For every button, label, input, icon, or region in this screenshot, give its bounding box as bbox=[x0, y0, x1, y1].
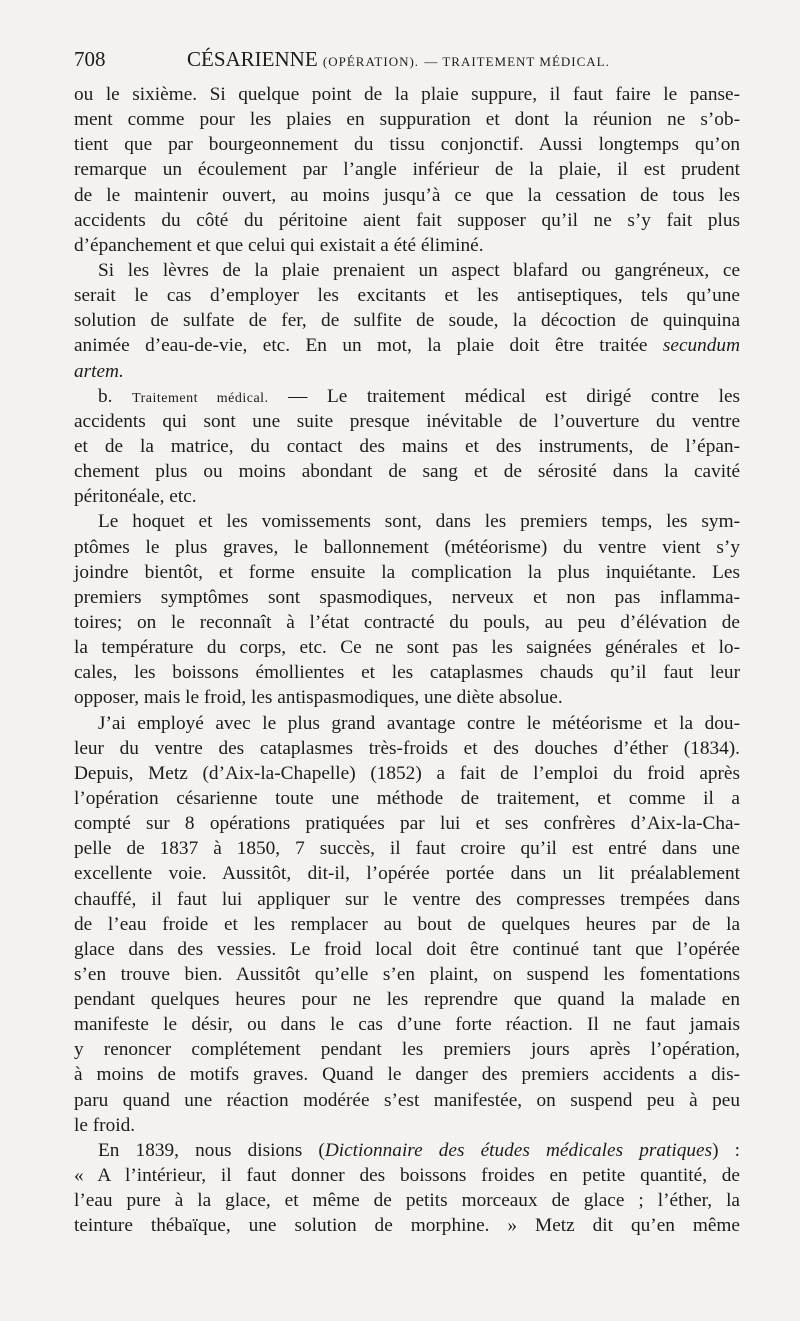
text-line: ment comme pour les plaies en suppuration et dont la réunion ne s’ob- bbox=[74, 109, 740, 131]
text-line: y renoncer complétement pendant les premiers jours après l’opération, bbox=[74, 1039, 740, 1061]
text-line: « A l’intérieur, il faut donner des boissons froides en petite quantité, de bbox=[74, 1165, 740, 1187]
text-line: leur du ventre des cataplasmes très-froids et des douches d’éther (1834). bbox=[74, 737, 740, 759]
text-line: paru quand une réaction modérée s’est manifestée, on suspend peu à peu bbox=[74, 1089, 740, 1111]
text-line: premiers symptômes sont spasmodiques, nerveux et non pas inflamma- bbox=[74, 586, 740, 608]
text-run: ) : bbox=[712, 1139, 740, 1161]
text-line: serait le cas d’employer les excitants et les antiseptiques, tels qu’une bbox=[74, 285, 740, 307]
text-line: à moins de motifs graves. Quand le danger des premiers accidents a dis- bbox=[74, 1064, 740, 1086]
text-line: accidents du côté du péritoine aient fait supposer qu’il ne s’y fait plus bbox=[74, 209, 740, 231]
text-line: glace dans des vessies. Le froid local doit être continué tant que l’opérée bbox=[74, 938, 740, 960]
running-title bbox=[187, 47, 610, 72]
text-line: joindre bientôt, et forme ensuite la complication la plus inquiétante. Les bbox=[74, 561, 740, 583]
text-line: accidents qui sont une suite presque inévitable de l’ouverture du ventre bbox=[74, 410, 740, 432]
text-line: pelle de 1837 à 1850, 7 succès, il faut croire qu’il est entré dans une bbox=[74, 838, 740, 860]
running-title-section: — TRAITEMENT MÉDICAL. bbox=[424, 54, 610, 69]
text-line: manifeste le désir, ou dans le cas d’une forte réaction. Il ne faut jamais bbox=[74, 1014, 740, 1036]
text-line: Si les lèvres de la plaie prenaient un aspect blafard ou gangréneux, ce bbox=[98, 259, 740, 281]
text-line: d’épanchement et que celui qui existait a été éliminé. bbox=[74, 234, 484, 256]
text-line: ptômes le plus graves, le ballonnement (météorisme) du ventre vient s’y bbox=[74, 536, 740, 558]
latin-term: secundum bbox=[662, 335, 740, 357]
text-line: remarque un écoulement par l’angle inférieur de la plaie, il est prudent bbox=[74, 159, 740, 181]
text-line: l’opération césarienne toute une méthode de traitement, et comme il a bbox=[74, 787, 740, 809]
text-line: opposer, mais le froid, les antispasmodiques, une diète absolue. bbox=[74, 687, 563, 709]
subsection-heading-line bbox=[74, 384, 740, 409]
text-line: ou le sixième. Si quelque point de la plaie suppure, il faut faire le panse- bbox=[74, 84, 740, 105]
text-line: l’eau pure à la glace, et même de petits morceaux de glace ; l’éther, la bbox=[74, 1190, 740, 1212]
page-body bbox=[74, 82, 740, 1238]
text-line: pendant quelques heures pour ne les reprendre que quand la malade en bbox=[74, 989, 740, 1011]
latin-term: artem. bbox=[74, 360, 124, 382]
text-line: la température du corps, etc. Ce ne sont pas les saignées générales et lo- bbox=[74, 637, 740, 659]
text-line: Depuis, Metz (d’Aix-la-Chapelle) (1852) a fait de l’emploi du froid après bbox=[74, 762, 740, 784]
text-line: teinture thébaïque, une solution de morphine. » Metz dit qu’en même bbox=[74, 1215, 740, 1237]
text-run: animée d’eau-de-vie, etc. En un mot, la plaie doit être traitée bbox=[74, 335, 648, 357]
text-run: En 1839, nous disions ( bbox=[98, 1139, 325, 1161]
text-line: solution de sulfate de fer, de sulfite de soude, la décoction de quinquina bbox=[74, 310, 740, 332]
text-line: chauffé, il faut lui appliquer sur le ventre des compresses trempées dans bbox=[74, 888, 740, 910]
text-line: J’ai employé avec le plus grand avantage contre le météorisme et la dou- bbox=[98, 712, 740, 734]
text-line: de l’eau froide et les remplacer au bout de quelques heures par de la bbox=[74, 913, 740, 935]
text-line bbox=[74, 359, 740, 384]
text-line: toires; on le reconnaît à l’état contracté du pouls, au peu d’élévation de bbox=[74, 611, 740, 633]
text-line: chement plus ou moins abondant de sang et de sérosité dans la cavité bbox=[74, 461, 740, 483]
text-line: excellente voie. Aussitôt, dit-il, l’opérée portée dans un lit préalablement bbox=[74, 863, 740, 885]
running-title-subtitle: (OPÉRATION). bbox=[322, 54, 420, 69]
subsection-letter: b. bbox=[98, 385, 113, 407]
text-line: péritonéale, etc. bbox=[74, 486, 197, 508]
text-line: et de la matrice, du contact des mains et des instruments, de l’épan- bbox=[74, 435, 740, 457]
text-line bbox=[74, 333, 740, 358]
text-line: Le hoquet et les vomissements sont, dans les premiers temps, les sym- bbox=[98, 511, 740, 533]
running-title-main: CÉSARIENNE bbox=[187, 47, 318, 71]
running-header bbox=[74, 47, 744, 77]
text-line: le froid. bbox=[74, 1114, 136, 1136]
cited-work-title: Dictionnaire des études médicales pratiques bbox=[324, 1139, 713, 1161]
subsection-title: Traitement médical. bbox=[132, 390, 269, 406]
text-line: s’en trouve bien. Aussitôt qu’elle s’en plaint, on suspend les fomentations bbox=[74, 963, 740, 985]
text-line: compté sur 8 opérations pratiquées par lui et ses confrères d’Aix-la-Cha- bbox=[74, 813, 740, 835]
text-run: — Le traitement médical est dirigé contre les bbox=[288, 385, 741, 407]
text-line: tient que par bourgeonnement du tissu conjonctif. Aussi longtemps qu’on bbox=[74, 134, 740, 156]
text-line: de le maintenir ouvert, au moins jusqu’à ce que la cessation de tous les bbox=[74, 184, 740, 206]
text-line bbox=[74, 1138, 740, 1163]
page-number: 708 bbox=[74, 47, 106, 71]
text-line: cales, les boissons émollientes et les cataplasmes chauds qu’il faut leur bbox=[74, 662, 740, 684]
